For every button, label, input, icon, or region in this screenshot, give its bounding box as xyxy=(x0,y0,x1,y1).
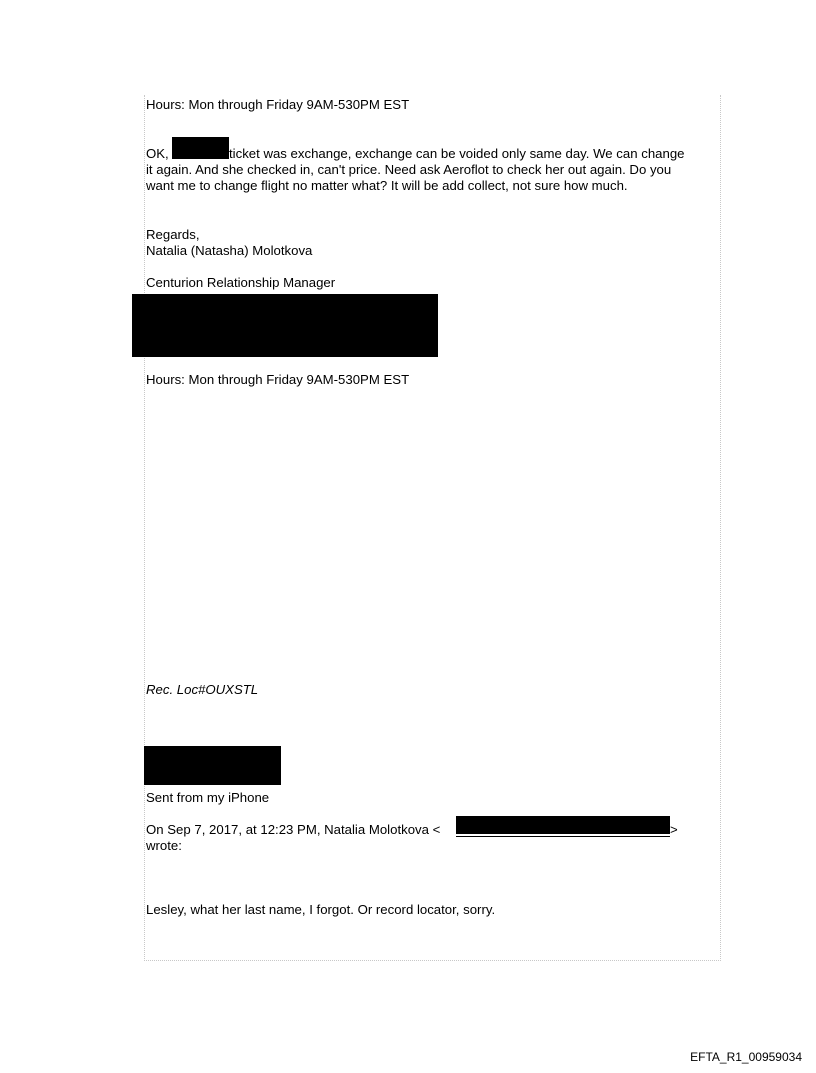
body-line-3: want me to change flight no matter what? It will be add collect, not sure how much. xyxy=(146,178,628,193)
quote-header-wrote: wrote: xyxy=(146,838,182,853)
hours-top: Hours: Mon through Friday 9AM-530PM EST xyxy=(146,97,410,112)
quoted-message: Lesley, what her last name, I forgot. Or record locator, sorry. xyxy=(146,902,496,917)
redaction-box xyxy=(144,746,281,785)
body-line-1: ticket was exchange, exchange can be voided only same day. We can change xyxy=(229,146,685,161)
redaction-box xyxy=(132,294,438,357)
signature-title: Centurion Relationship Manager xyxy=(146,275,336,290)
redacted-email-link[interactable] xyxy=(456,816,670,834)
quote-header-prefix: On Sep 7, 2017, at 12:23 PM, Natalia Molotkova < xyxy=(146,822,441,837)
sent-from: Sent from my iPhone xyxy=(146,790,270,805)
bates-number: EFTA_R1_00959034 xyxy=(690,1050,802,1064)
body-prefix: OK, xyxy=(146,146,169,161)
quote-header-suffix: > xyxy=(670,822,678,837)
hours-bottom: Hours: Mon through Friday 9AM-530PM EST xyxy=(146,372,410,387)
signature-name: Natalia (Natasha) Molotkova xyxy=(146,243,313,258)
redaction-box xyxy=(172,137,229,159)
body-line-2: it again. And she checked in, can't price. Need ask Aeroflot to check her out again. Do you xyxy=(146,162,672,177)
regards: Regards, xyxy=(146,227,200,242)
email-link-underline xyxy=(456,836,670,837)
record-locator: Rec. Loc#OUXSTL xyxy=(146,682,259,697)
